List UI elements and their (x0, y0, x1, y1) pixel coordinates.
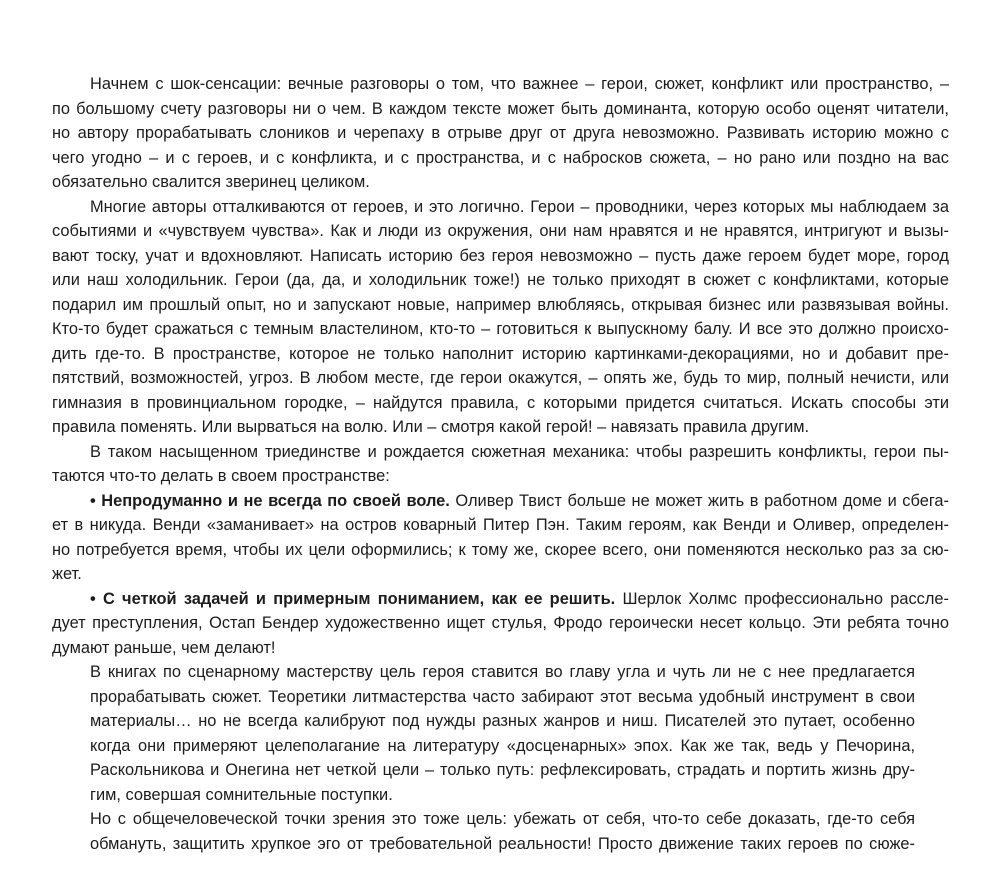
text-line (52, 97, 949, 121)
text-line (52, 342, 949, 366)
text-line (90, 195, 949, 219)
text-line (90, 489, 949, 513)
line-text: по большому счету разговоры ни о чем. В каждом тексте может быть доминанта, которую особо оценят читатели, (52, 99, 949, 118)
text-line (90, 832, 915, 856)
line-text: таются что-то делать в своем пространстве: (52, 467, 390, 485)
text-line (90, 587, 949, 611)
text-line (52, 513, 949, 537)
text-line (90, 440, 949, 464)
line-text: материалы… но не всегда калибруют под нужды разных жанров и ниш. Писателей это путает, особенно (90, 712, 915, 730)
line-text: чего угодно – и с героев, и с конфликта, и с пространства, и с набросков сюжета, – но рано или поздно на вас (52, 148, 949, 167)
text-line (90, 685, 915, 709)
text-line (90, 758, 915, 782)
line-text: ет в никуда. Венди «заманивает» на остров коварный Питер Пэн. Таким героям, как Венди и Оливер, определен- (52, 516, 949, 534)
text-line (90, 72, 949, 96)
line-text: правила поменять. Или вырваться на волю. Или – смотря какой герой! – навязать правила другим. (52, 418, 810, 436)
text-line (52, 391, 949, 415)
text-line (52, 293, 949, 317)
line-text: подарил им прошлый опыт, но и запускают новые, например влюбляясь, открывая бизнес или развязывая войны. (52, 295, 949, 314)
bold-lead: • Непродуманно и не всегда по своей воле. (90, 491, 450, 510)
text-line (90, 709, 915, 733)
line-text: гим, совершая сомнительные поступки. (90, 785, 393, 804)
text-line (52, 317, 949, 341)
line-text: но автору прорабатывать слоников и черепаху в отрыве друг от друга невозможно. Развивать историю можно с (52, 124, 949, 142)
line-text: Начнем с шок-сенсации: вечные разговоры о том, что важнее – герои, сюжет, конфликт или пространство, – (90, 75, 949, 93)
bold-lead: • С четкой задачей и примерным пониманием, как ее решить. (90, 589, 616, 608)
line-text: дить где-то. В пространстве, которое не только наполнит историю картинками-декорациями, но и добавит пре- (52, 344, 949, 363)
text-line (52, 244, 949, 268)
text-line (52, 268, 949, 292)
line-text: когда они примеряют целеполагание на литературу «досценарных» эпох. Как же так, ведь у Печорина, (90, 736, 915, 755)
line-text: пятствий, возможностей, угроз. В любом месте, где герои окажутся, – опять же, будь то мир, полный нечисти, или (52, 369, 949, 387)
line-text: Многие авторы отталкиваются от героев, и это логично. Герои – проводники, через которых мы наблюдаем за (90, 197, 949, 216)
text-line (90, 660, 915, 684)
line-text: В таком насыщенном триединстве и рождается сюжетная механика: чтобы разрешить конфликты, герои пы- (90, 442, 949, 461)
line-text: обмануть, защитить хрупкое эго от требовательной реальности! Просто движение таких героев по сюже- (90, 834, 915, 853)
line-text: вают тоску, учат и вдохновляют. Написать историю без героя невозможно – пусть даже героем будет море, город (52, 246, 949, 265)
text-line (52, 538, 949, 562)
line-text: но потребуется время, чтобы их цели оформились; к тому же, скорее всего, они поменяются несколько раз за сю- (52, 540, 949, 559)
text-line (52, 366, 949, 390)
line-text: обязательно свалится зверинец целиком. (52, 173, 370, 191)
text-line (52, 170, 370, 194)
line-text: думают раньше, чем делают! (52, 638, 276, 657)
line-text: событиями и «чувствуем чувства». Как и люди из окружения, они нам нравятся и не нравятся, интригуют и вызы- (52, 222, 949, 240)
text-line (52, 562, 82, 586)
line-text: или наш холодильник. Герои (да, да, и холодильник тоже!) не только приходят в сюжет с конфликтами, которые (52, 271, 949, 289)
text-line (52, 464, 390, 488)
line-text: дует преступления, Остап Бендер художественно ищет стулья, Фродо героически несет кольцо. Эти ребята точно (52, 614, 949, 632)
line-text: гимназия в провинциальном городке, – найдутся правила, с которыми придется считаться. Искать способы эти (52, 393, 949, 412)
text-line (52, 415, 809, 439)
text-line (90, 734, 915, 758)
line-text: Раскольникова и Онегина нет четкой цели – только путь: рефлексировать, страдать и портить жизнь дру- (90, 761, 915, 779)
text-line (52, 146, 949, 170)
line-text: Кто-то будет сражаться с темным властелином, кто-то – готовиться к выпускному балу. И все это должно происхо- (52, 320, 949, 338)
line-text: Но с общечеловеческой точки зрения это тоже цель: убежать от себя, что-то себе доказать, где-то себя (90, 810, 915, 828)
text-line (90, 807, 915, 831)
line-text: прорабатывать сюжет. Теоретики литмастерства часто забирают этот весьма удобный инструмент в свои (90, 687, 915, 706)
line-text: Шерлок Холмс профессионально рассле- (615, 589, 949, 608)
text-line (52, 121, 949, 145)
text-line (90, 783, 393, 807)
line-text: жет. (52, 565, 82, 583)
text-line (52, 636, 275, 660)
line-text: Оливер Твист больше не может жить в работном доме и сбега- (449, 491, 950, 510)
line-text: В книгах по сценарному мастерству цель героя ставится во главу угла и чуть ли не с нее предлагается (90, 663, 915, 681)
text-line (52, 611, 949, 635)
text-line (52, 219, 949, 243)
